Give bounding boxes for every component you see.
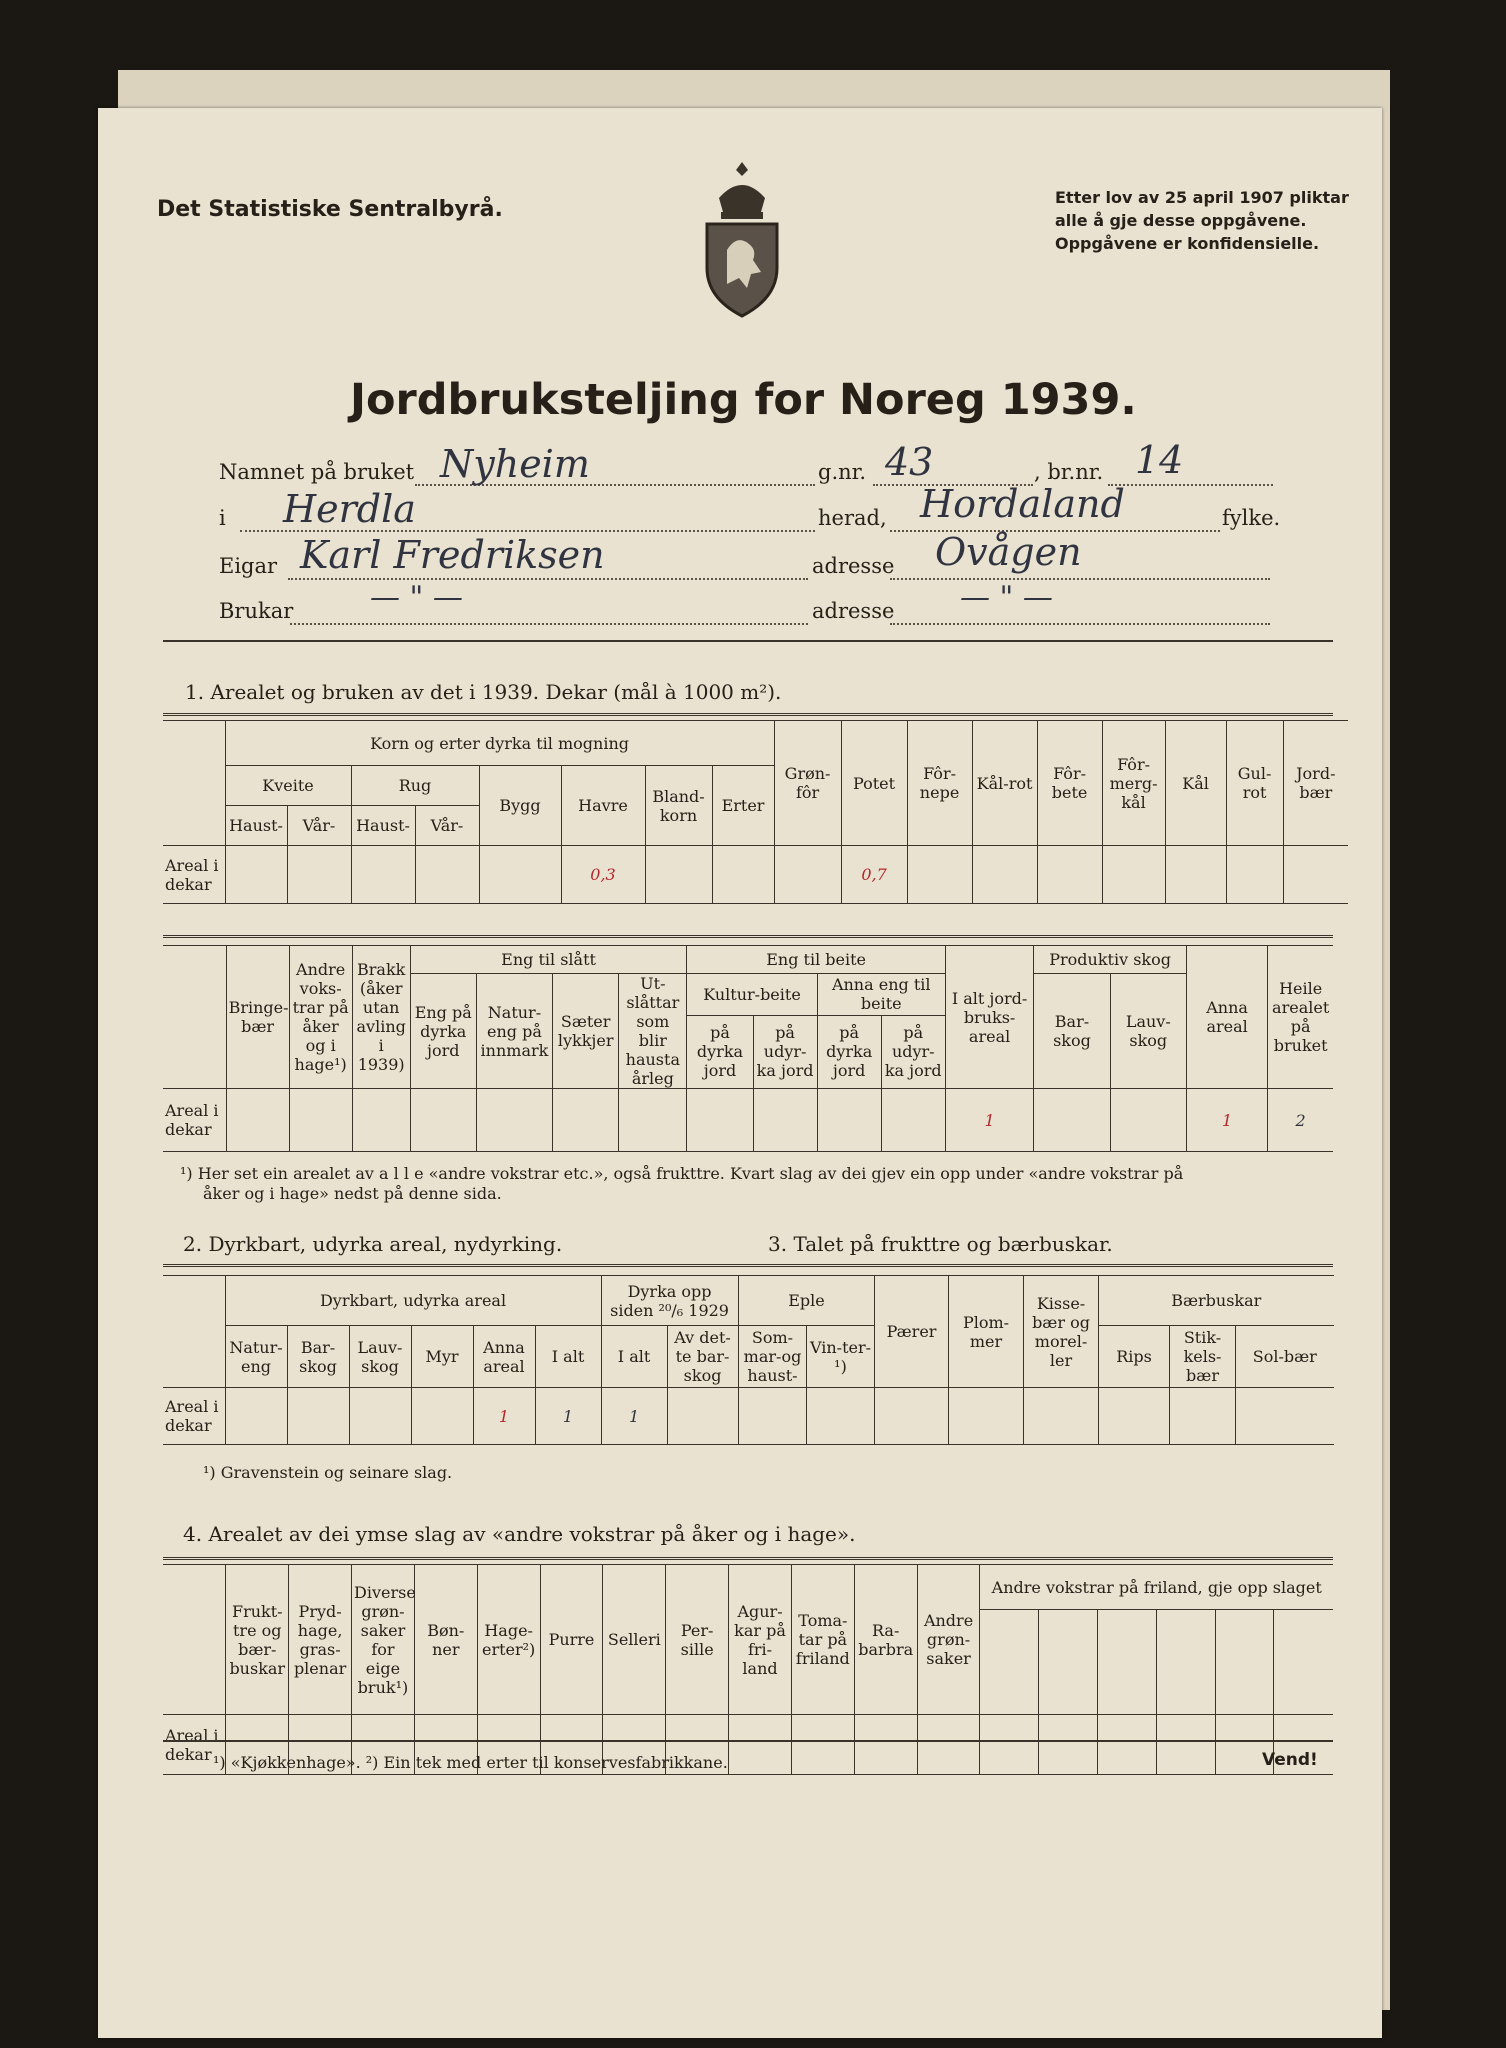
header-kissebaer: Kisse-bær og morel-ler [1024,1276,1099,1388]
header-korn: Korn og erter dyrka til mogning [225,721,774,766]
row-label-areal-2: Areal i dekar [163,1089,226,1152]
header-av-dette: Av det-te bar-skog [667,1326,738,1388]
header-naturleng-2: Natur-eng [225,1326,287,1388]
header-sommar: Som-mar-og haust- [739,1326,807,1388]
header-tomatar: Toma-tar på friland [791,1565,854,1715]
header-plommer: Plom-mer [949,1276,1024,1388]
table-crops [163,720,1348,904]
farm-name-value[interactable]: Nyheim [440,442,590,486]
header-barskog: Bar-skog [1034,974,1110,1089]
header-anna-dyrka: på dyrka jord [817,1015,881,1088]
header-naturleng: Natur-eng på innmark [476,974,552,1089]
fylke-label: fylke. [1222,506,1281,530]
header-dyrkbart-group: Dyrkbart, udyrka areal [225,1276,601,1326]
header-fornepe: Fôr-nepe [907,721,972,846]
header-selleri: Selleri [603,1565,666,1715]
header-blandkorn: Bland-korn [645,766,712,846]
i-label: i [219,506,226,530]
header-eng-beite: Eng til beite [687,946,945,974]
brukar-adresse-label: adresse [812,599,895,623]
header-hageerter: Hage-erter²) [477,1565,540,1715]
row-label-areal: Areal i dekar [163,846,225,904]
law-line-3: Oppgåvene er konfidensielle. [1055,234,1320,253]
section-4-heading: 4. Arealet av dei ymse slag av «andre vokstrar på åker og i hage». [183,1522,856,1546]
header-baerbuskar: Bærbuskar [1099,1276,1334,1326]
header-myr: Myr [411,1326,473,1388]
header-rips: Rips [1099,1326,1170,1388]
header-stikkelsbaer: Stik-kels-bær [1170,1326,1236,1388]
divider [163,640,1333,642]
header-dyrka-opp: Dyrka opp siden ²⁰/₆ 1929 [601,1276,738,1326]
header-kultur-udyrka: på udyr-ka jord [753,1015,817,1088]
cell-i-alt-3[interactable]: 1 [601,1388,667,1445]
header-andre-friland: Andre vokstrar på friland, gje opp slaget [980,1565,1333,1610]
header-bonner: Bøn-ner [414,1565,477,1715]
cell-anna-areal[interactable]: 1 [1186,1089,1267,1152]
header-gulrot: Gul-rot [1226,721,1283,846]
header-kal: Kål [1165,721,1226,846]
cell-anna-areal-2[interactable]: 1 [473,1388,535,1445]
header-vinter: Vin-ter-¹) [807,1326,875,1388]
header-purre: Purre [540,1565,603,1715]
header-kveite-haust: Haust- [225,806,287,846]
header-brakk: Brakk (åker utan avling i 1939) [352,946,410,1089]
law-line-1: Etter lov av 25 april 1907 pliktar [1055,188,1349,207]
header-i-alt-jordbruk: I alt jord-bruks-areal [945,946,1034,1089]
table-land-use [163,945,1333,1152]
header-anna-areal-2: Anna areal [473,1326,535,1388]
cell-i-alt-2[interactable]: 1 [535,1388,601,1445]
vend-label: Vend! [1262,1750,1318,1770]
header-rabarbra: Ra-barbra [854,1565,917,1715]
eigar-adresse-value[interactable]: Ovågen [935,530,1082,574]
header-gronfor: Grøn-fôr [774,721,841,846]
header-frukttre: Frukt-tre og bær-buskar [226,1565,289,1715]
header-kveite-var: Vår- [287,806,351,846]
header-bringebaer: Bringe-bær [226,946,289,1089]
header-lauvskog-2: Lauv-skog [349,1326,411,1388]
section-3-heading: 3. Talet på frukttre og bærbuskar. [768,1232,1113,1256]
header-eng-pa-dyrka: Eng på dyrka jord [410,974,476,1089]
header-bygg: Bygg [479,766,561,846]
header-andre-vokstrar: Andre voks-trar på åker og i hage¹) [289,946,352,1089]
header-kultur-dyrka: på dyrka jord [687,1015,753,1088]
header-anna-eng: Anna eng til beite [817,974,945,1016]
farm-name-label: Namnet på bruket [219,460,415,484]
header-eng-slatt: Eng til slått [410,946,687,974]
herad-label: herad, [818,506,887,530]
header-prydhage: Pryd-hage, gras-plenar [289,1565,352,1715]
brnr-label: , br.nr. [1034,460,1104,484]
law-line-2: alle å gje desse oppgåvene. [1055,211,1307,230]
brukar-label: Brukar [219,599,294,623]
cell-i-alt-jordbruk[interactable]: 1 [945,1089,1034,1152]
section-1-heading: 1. Arealet og bruken av det i 1939. Dekar (mål à 1000 m²). [185,680,782,704]
header-formergkal: Fôr-merg-kål [1102,721,1165,846]
header-paerer: Pærer [875,1276,949,1388]
row-label-areal-4: Areal i dekar [163,1715,226,1775]
footnote-4: ¹) «Kjøkkenhage». ²) Ein tek med erter til konservesfabrikkane. [213,1753,728,1772]
header-andre-gronsaker: Andre grøn-saker [917,1565,980,1715]
header-rug-var: Vår- [415,806,479,846]
law-notice [1055,186,1349,255]
footnote-1b: åker og i hage» nedst på denne sida. [203,1184,502,1203]
fylke-value[interactable]: Hordaland [920,482,1125,526]
cell-havre[interactable]: 0,3 [561,846,645,904]
bureau-name: Det Statistiske Sentralbyrå. [157,197,503,222]
table-frukttre [738,1275,1334,1445]
cell-heile-arealet[interactable]: 2 [1268,1089,1333,1152]
header-diverse: Diverse grøn-saker for eige bruk¹) [352,1565,415,1715]
cell-potet[interactable]: 0,7 [841,846,907,904]
header-kalrot: Kål-rot [972,721,1037,846]
gnr-value[interactable]: 43 [885,440,934,484]
header-kveite: Kveite [225,766,351,806]
header-barskog-2: Bar-skog [287,1326,349,1388]
header-i-alt-2: I alt [535,1326,601,1388]
header-utslattar: Ut-slåttar som blir hausta årleg [619,974,687,1089]
footnote-1a: ¹) Her set ein arealet av a l l e «andre vokstrar etc.», også frukttre. Kvart slag av dei gjev ein opp under «andre vokstrar på [180,1164,1184,1183]
page-title: Jordbruksteljing for Noreg 1939. [350,375,1137,425]
footnote-2: ¹) Gravenstein og seinare slag. [203,1463,453,1482]
gnr-label: g.nr. [818,460,867,484]
header-heile-arealet: Heile arealet på bruket [1268,946,1333,1089]
header-jordbaer: Jord-bær [1283,721,1348,846]
brnr-value[interactable]: 14 [1135,438,1184,482]
coat-of-arms-icon [697,158,787,320]
header-lauvskog: Lauv-skog [1110,974,1186,1089]
table-dyrkbart [163,1275,739,1445]
header-rug: Rug [351,766,479,806]
header-eple: Eple [739,1276,875,1326]
eigar-value[interactable]: Karl Fredriksen [300,533,605,577]
section-2-heading: 2. Dyrkbart, udyrka areal, nydyrking. [183,1232,563,1256]
header-potet: Potet [841,721,907,846]
header-i-alt-3: I alt [601,1326,667,1388]
eigar-label: Eigar [219,554,278,578]
header-solbaer: Sol-bær [1236,1326,1334,1388]
table-andre-vokstrar [163,1564,1333,1775]
header-anna-areal: Anna areal [1186,946,1267,1089]
header-havre: Havre [561,766,645,846]
header-forbete: Fôr-bete [1037,721,1102,846]
header-rug-haust: Haust- [351,806,415,846]
header-agurkar: Agur-kar på fri-land [729,1565,792,1715]
brukar-value[interactable]: — " — [370,580,463,615]
brukar-adresse-value[interactable]: — " — [960,580,1053,615]
header-anna-udyrka: på udyr-ka jord [881,1015,945,1088]
eigar-adresse-label: adresse [812,554,895,578]
herad-value[interactable]: Herdla [283,487,416,531]
header-erter: Erter [712,766,774,846]
header-produktiv-skog: Produktiv skog [1034,946,1187,974]
header-kulturbeite: Kultur-beite [687,974,817,1016]
header-persille: Per-sille [666,1565,729,1715]
row-label-areal-3: Areal i dekar [163,1388,225,1445]
header-saeter: Sæter lykkjer [553,974,619,1089]
